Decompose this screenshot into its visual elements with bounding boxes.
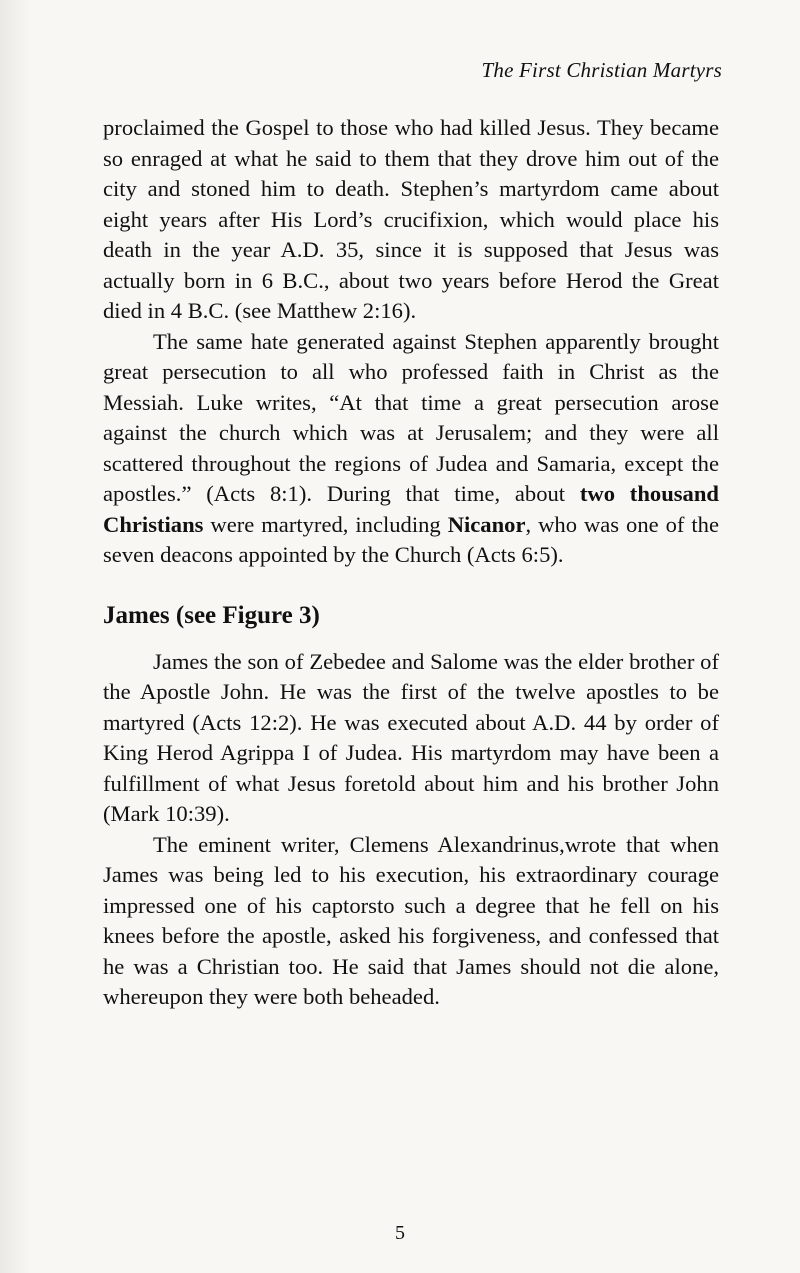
page-gutter-shadow bbox=[0, 0, 30, 1273]
persecution-text-a: The same hate generated against Stephen apparently brought great persecution to all who professed faith in Christ as the Messiah. Luke writes, “At that time a great persecution arose against the church which was at Jerusalem; and they were all scattered throughout the regions of Judea and Samaria, except the apostles.” (Acts 8:1). During that time, about bbox=[103, 328, 719, 506]
page-number: 5 bbox=[395, 1222, 405, 1244]
paragraph-james-intro: James the son of Zebedee and Salome was the elder brother of the Apostle John. He was the first of the twelve apostles to be martyred (Acts 12:2). He was executed about A.D. 44 by order of King Herod Agrippa I of Judea. His martyrdom may have been a fulfillment of what Jesus foretold about him and his brother John (Mark 10:39). bbox=[103, 648, 719, 826]
section-heading-james: James (see Figure 3) bbox=[103, 601, 320, 629]
page-body bbox=[103, 113, 719, 1013]
running-head: The First Christian Martyrs bbox=[481, 58, 722, 82]
paragraph-james-execution: The eminent writer, Clemens Alexandrinus,wrote that when James was being led to his execution, his extraordinary courage impressed one of his captorsto such a degree that he fell on his knees before the apostle, asked his forgiveness, and confessed that he was a Christian too. He said that James should not die alone, whereupon they were both beheaded. bbox=[103, 831, 719, 1009]
persecution-text-c: were martyred, including bbox=[203, 511, 448, 537]
persecution-bold-count: two thousand Christians bbox=[103, 481, 719, 537]
paragraph-stephen-death: proclaimed the Gospel to those who had killed Jesus. They became so enraged at what he said to them that they drove him out of the city and stoned him to death. Stephen’s martyrdom came about eight years after His Lord’s crucifixion, which would place his death in the year A.D. 35, since it is supposed that Jesus was actually born in 6 B.C., about two years before Herod the Great died in 4 B.C. (see Matthew 2:16). bbox=[103, 115, 719, 323]
paragraph-persecution bbox=[103, 327, 719, 571]
persecution-bold-nicanor: Nicanor bbox=[447, 511, 526, 537]
persecution-text-e: , who was one of the seven deacons appointed by the Church (Acts 6:5). bbox=[103, 511, 719, 567]
